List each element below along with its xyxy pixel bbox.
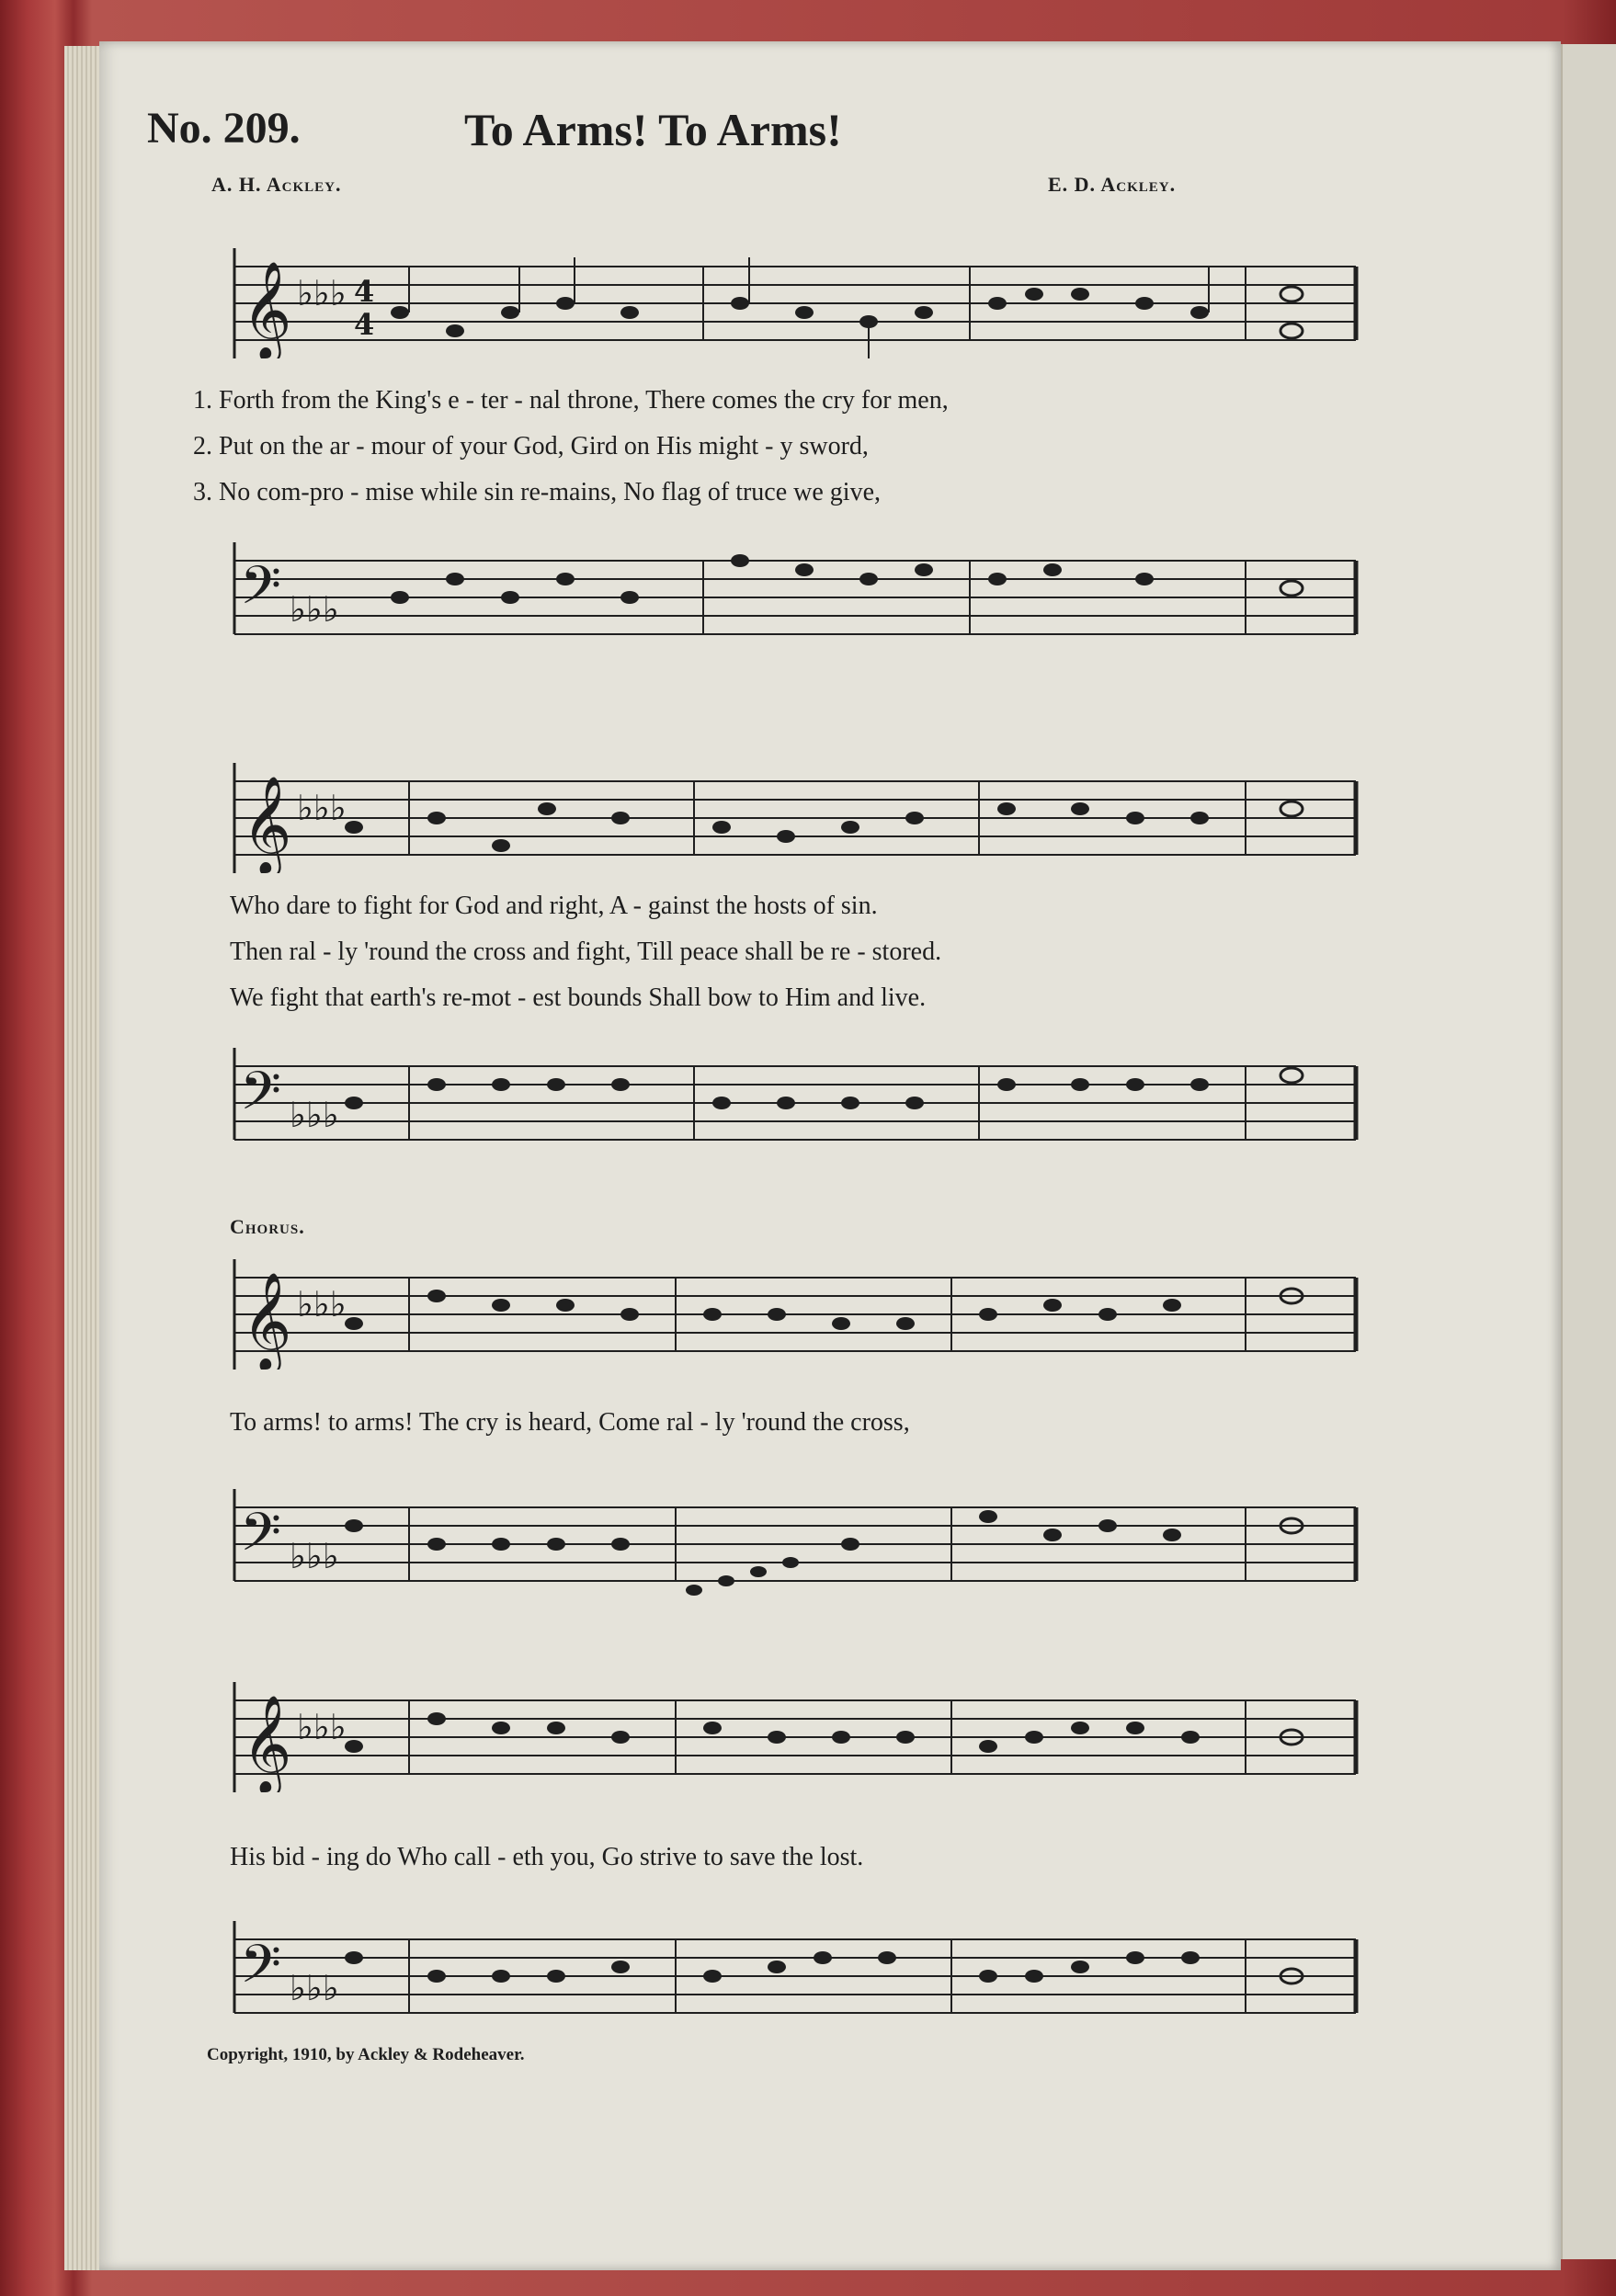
key-signature-flats: ♭♭♭	[297, 273, 347, 313]
svg-text:𝄞: 𝄞	[242, 1271, 292, 1370]
note-heads	[391, 287, 1303, 338]
author-music: E. D. Ackley.	[1048, 173, 1177, 196]
svg-text:♭♭♭: ♭♭♭	[290, 1968, 339, 2008]
bass-staff-1	[225, 542, 1365, 653]
chorus-line-1: To arms! to arms! The cry is heard, Come ral - ly 'round the cross,	[230, 1408, 910, 1437]
hymn-title: To Arms! To Arms!	[464, 104, 842, 155]
hymn-number: No. 209.	[147, 104, 301, 153]
svg-text:♭♭♭: ♭♭♭	[297, 1284, 347, 1324]
svg-text:𝄢: 𝄢	[240, 1501, 282, 1576]
bass-clef-icon: 𝄢	[240, 554, 282, 630]
chorus-line-2: His bid - ing do Who call - eth you, Go strive to save the lost.	[230, 1843, 864, 1871]
treble-staff-4	[225, 1682, 1365, 1792]
treble-clef-icon: 𝄞	[242, 260, 292, 358]
author-words: A. H. Ackley.	[211, 173, 342, 196]
svg-text:𝄢: 𝄢	[240, 1060, 282, 1135]
treble-staff-1	[225, 248, 1365, 358]
svg-text:♭♭♭: ♭♭♭	[297, 1707, 347, 1747]
refrain-line-3: We fight that earth's re-mot - est bounds Shall bow to Him and live.	[230, 983, 927, 1012]
bass-key-signature-flats: ♭♭♭	[290, 589, 339, 630]
refrain-line-2: Then ral - ly 'round the cross and fight, Till peace shall be re - stored.	[230, 938, 942, 966]
bass-staff-4	[225, 1921, 1365, 2031]
svg-text:♭♭♭: ♭♭♭	[290, 1536, 339, 1576]
svg-text:𝄞: 𝄞	[242, 775, 292, 873]
svg-text:♭♭♭: ♭♭♭	[297, 788, 347, 828]
bass-staff-2	[225, 1048, 1365, 1158]
time-signature: 4	[354, 274, 375, 309]
svg-text:𝄢: 𝄢	[240, 1933, 282, 2008]
copyright-notice: Copyright, 1910, by Ackley & Rodeheaver.	[207, 2045, 525, 2064]
treble-staff-3	[225, 1259, 1365, 1370]
bass-staff-3	[225, 1489, 1365, 1608]
refrain-line-1: Who dare to fight for God and right, A - gainst the hosts of sin.	[230, 892, 878, 920]
svg-text:♭♭♭: ♭♭♭	[290, 1095, 339, 1135]
verse-2-line-1: 2. Put on the ar - mour of your God, Gird on His might - y sword,	[193, 432, 869, 460]
verse-3-line-1: 3. No com-pro - mise while sin re-mains, No flag of truce we give,	[193, 478, 882, 506]
facing-page-edge	[1561, 44, 1616, 2259]
staff-lines	[234, 248, 1356, 358]
verse-1-line-1: 1. Forth from the King's e - ter - nal throne, There comes the cry for men,	[193, 386, 949, 415]
chorus-label: Chorus.	[230, 1215, 305, 1238]
svg-text:𝄞: 𝄞	[242, 1694, 292, 1792]
treble-staff-2	[225, 763, 1365, 873]
svg-text:4: 4	[354, 307, 375, 342]
